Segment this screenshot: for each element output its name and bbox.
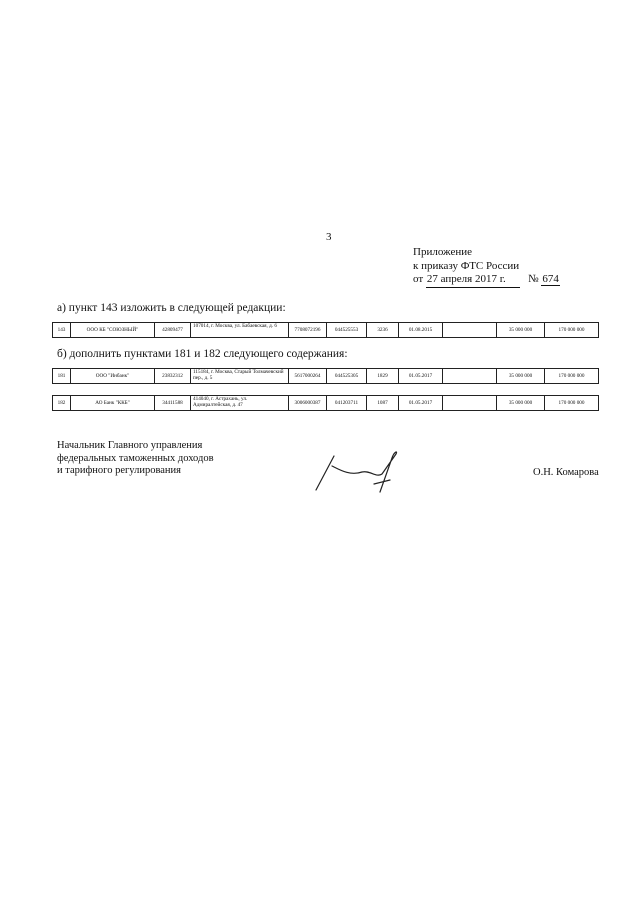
cell-sum1: 35 000 000 — [497, 396, 545, 411]
cell-num: 182 — [53, 396, 71, 411]
annex-from-label: от — [413, 273, 424, 285]
annex-number-label: № — [528, 273, 539, 285]
table-row — [52, 395, 599, 411]
cell-name: ООО "Инбанк" — [71, 369, 155, 384]
cell-license: 3236 — [367, 323, 399, 338]
cell-sum2: 170 000 000 — [545, 396, 599, 411]
signer-name: О.Н. Комарова — [533, 467, 599, 478]
cell-num: 181 — [53, 369, 71, 384]
cell-reg: 34411588 — [155, 396, 191, 411]
cell-address: 107014, г. Москва, ул. Бабаевская, д. 6 — [191, 323, 289, 338]
cell-address: 115184, г. Москва, Старый Толмачевский пер., д. 5 — [191, 369, 289, 384]
page-number: 3 — [326, 231, 332, 243]
cell-reg: 23832312 — [155, 369, 191, 384]
signature-icon — [310, 448, 410, 498]
position-line: и тарифного регулирования — [57, 465, 181, 476]
table-row — [52, 322, 599, 338]
position-line: Начальник Главного управления — [57, 440, 203, 451]
cell-name: ООО КБ "СОЮЗНЫЙ" — [71, 323, 155, 338]
cell-sum1: 35 000 000 — [497, 369, 545, 384]
signatory-position — [57, 440, 214, 478]
cell-name: АО Банк "ККБ" — [71, 396, 155, 411]
annex-title: Приложение — [413, 246, 473, 258]
cell-empty — [443, 369, 497, 384]
cell-license: 1829 — [367, 369, 399, 384]
cell-license: 1087 — [367, 396, 399, 411]
annex-order-line — [413, 273, 560, 288]
section-a-heading: а) пункт 143 изложить в следующей редакции: — [57, 302, 286, 314]
position-line: федеральных таможенных доходов — [57, 452, 214, 464]
cell-sum2: 170 000 000 — [545, 369, 599, 384]
cell-address: 414040, г. Астрахань, ул. Адмиралтейская, д. 47 — [191, 396, 289, 411]
table-row — [52, 368, 599, 384]
cell-inn: 3006000387 — [289, 396, 327, 411]
cell-date: 01.05.2017 — [399, 396, 443, 411]
cell-num: 143 — [53, 323, 71, 338]
annex-number: 674 — [542, 273, 559, 285]
cell-sum2: 170 000 000 — [545, 323, 599, 338]
annex-subtitle: к приказу ФТС России — [413, 259, 520, 272]
cell-date: 01.05.2017 — [399, 369, 443, 384]
cell-empty — [443, 396, 497, 411]
cell-bik: 041203711 — [327, 396, 367, 411]
cell-bik: 044525305 — [327, 369, 367, 384]
cell-reg: 42809477 — [155, 323, 191, 338]
cell-bik: 044525553 — [327, 323, 367, 338]
cell-date: 01.08.2015 — [399, 323, 443, 338]
cell-inn: 7708072196 — [289, 323, 327, 338]
annex-date: 27 апреля 2017 г. — [426, 273, 520, 288]
cell-sum1: 35 000 000 — [497, 323, 545, 338]
cell-empty — [443, 323, 497, 338]
cell-inn: 5617000264 — [289, 369, 327, 384]
section-b-heading: б) дополнить пунктами 181 и 182 следующего содержания: — [57, 348, 348, 360]
annex-header — [413, 246, 560, 288]
